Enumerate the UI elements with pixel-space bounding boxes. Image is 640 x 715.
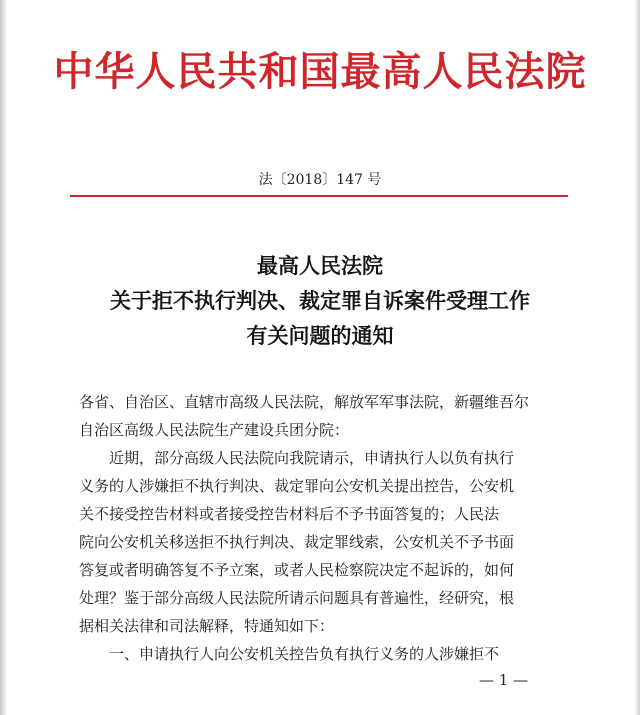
- issuing-authority-header: 中华人民共和国最高人民法院: [53, 48, 587, 95]
- title-line-3: 有关问题的通知: [246, 323, 394, 348]
- page-number: — 1 —: [479, 671, 529, 689]
- recipients-line: 各省、自治区、直辖市高级人民法院，解放军军事法院，新疆维吾尔: [79, 393, 530, 411]
- paragraph-line: 关不接受控告材料或者接受控告材料后不予书面答复的；人民法: [79, 505, 500, 523]
- red-divider-line: [70, 195, 568, 197]
- document-title: [0, 248, 640, 353]
- paragraph-line: 院向公安机关移送拒不执行判决、裁定罪线索，公安机关不予书面: [79, 533, 515, 551]
- paragraph-line: 据相关法律和司法解释，特通知如下：: [79, 617, 335, 635]
- paragraph-line: 近期，部分高级人民法院向我院请示，申请执行人以负有执行: [109, 449, 515, 467]
- recipients-line: 自治区高级人民法院生产建设兵团分院：: [79, 421, 350, 439]
- title-line-2: 关于拒不执行判决、裁定罪自诉案件受理工作: [110, 288, 530, 313]
- paragraph-line: 一、申请执行人向公安机关控告负有执行义务的人涉嫌拒不: [109, 645, 500, 663]
- page-fold-shadow-left: [0, 0, 6, 715]
- paragraph-line: 答复或者明确答复不予立案，或者人民检察院决定不起诉的，如何: [79, 561, 515, 579]
- document-number: 法〔2018〕147 号: [258, 172, 382, 188]
- paragraph-line: 义务的人涉嫌拒不执行判决、裁定罪向公安机关提出控告，公安机: [79, 477, 515, 495]
- document-body: [79, 388, 565, 668]
- title-line-1: 最高人民法院: [257, 253, 383, 278]
- page-fold-shadow-right: [635, 0, 640, 715]
- paragraph-line: 处理？鉴于部分高级人民法院所请示问题具有普遍性，经研究，根: [79, 589, 515, 607]
